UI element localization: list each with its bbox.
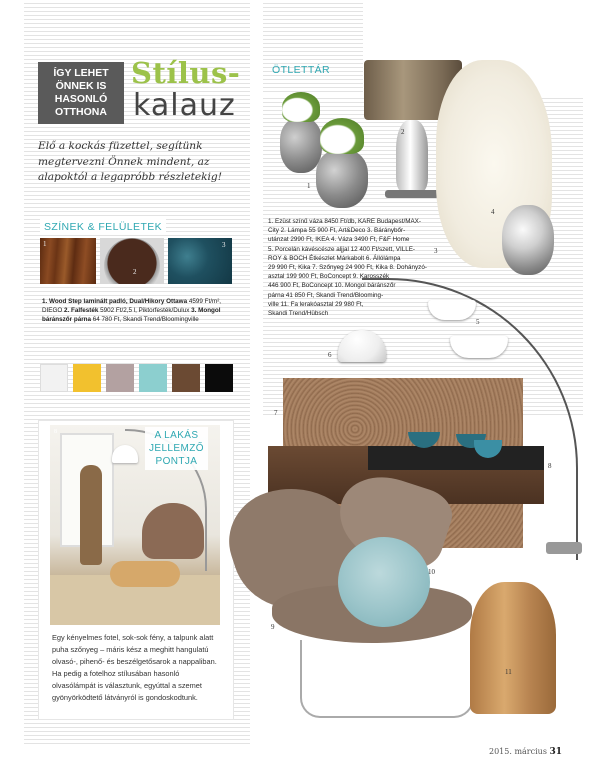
caption-line: utánzat 2990 Ft, IKEA 4. Váza 3490 Ft, F&F Home: [268, 236, 410, 244]
paint-can-sample: [100, 238, 164, 284]
sample-marker: 2: [133, 268, 137, 276]
tag-line: HASONLÓ: [54, 93, 108, 105]
photo-marker: 8: [54, 429, 57, 435]
dog-shape: [110, 561, 180, 587]
silver-vase: [316, 150, 368, 208]
item-marker: 7: [274, 409, 278, 417]
tag-line: OTTHONA: [55, 106, 107, 118]
lamp-foot: [385, 190, 439, 198]
glass-top: [368, 446, 544, 470]
caption-line: 29 990 Ft, Kika 7. Szőnyeg 24 900 Ft, Kika 8. Dohányzó-: [268, 264, 427, 272]
color-swatch: [139, 364, 167, 392]
caption-bold: 1. Wood Step laminált padló, Dual/Hikory Ottawa: [42, 298, 188, 305]
page-number: 31: [549, 747, 562, 757]
caption-line: párna 41 850 Ft, Skandi Trend/Blooming-: [268, 291, 384, 299]
tag-line: ÖNNEK IS: [55, 80, 107, 92]
item-marker: 3: [434, 247, 438, 255]
arc-lamp-base: [546, 542, 582, 554]
color-swatch: [205, 364, 233, 392]
tag-line: ÍGY LEHET: [53, 67, 109, 79]
caption-line: 1. Ezüst színű váza 8450 Ft/db, KARE Budapest/MAX-: [268, 218, 421, 225]
item-marker: 11: [505, 668, 512, 676]
item-marker: 10: [428, 568, 435, 576]
caption-line: 5. Porcelán kávéscésze aljjal 12 400 Ft/szett, VILLE-: [268, 245, 416, 253]
caption-line: ville 11. Fa lerakóasztal 29 980 Ft,: [268, 300, 364, 308]
fur-cushion: [338, 537, 430, 627]
caption-line: 446 900 Ft, BoConcept 10. Mongol báránszőr: [268, 282, 396, 290]
issue-date: 2015. március: [489, 747, 547, 756]
feature-heading-line: PONTJA: [155, 456, 198, 467]
armchair-legs: [300, 640, 474, 718]
caption-bold: 3. Mongol báránszőr párna: [42, 307, 221, 324]
caption-line: ROY & BOCH Étkészlet Márkabolt 6. Állólámpa: [268, 254, 401, 262]
sample-marker: 3: [222, 241, 226, 249]
calla-flowers: [282, 92, 320, 122]
feature-heading-line: A LAKÁS: [154, 430, 199, 441]
header-tag: [38, 62, 124, 124]
color-swatch: [40, 364, 68, 392]
item-marker: 6: [328, 351, 332, 359]
silver-vase: [280, 118, 322, 173]
ideas-heading: ÖTLETTÁR: [272, 64, 331, 76]
intro-text: Elő a kockás füzettel, segítünk megtervezni Önnek mindent, az alapoktól a legapróbb részletekig!: [38, 140, 222, 183]
color-swatch: [106, 364, 134, 392]
porcelain-cup: [428, 300, 476, 320]
page-title-line2: kalauz: [133, 88, 236, 123]
feature-heading-line: JELLEMZŐ: [149, 443, 204, 454]
caption-bold: 2. Falfesték: [64, 307, 99, 315]
armchair-shape: [142, 503, 204, 559]
caption-line: asztal 199 900 Ft, BoConcept 9. Karosszék: [268, 273, 390, 281]
caption-text: 5902 Ft/2,5 l, Piktorfesték/Dulux: [98, 307, 190, 315]
caption-text: 4599 Ft/m², DIEGO: [42, 298, 222, 315]
color-swatch: [73, 364, 101, 392]
wood-floor-sample: [40, 238, 96, 284]
item-marker: 8: [548, 462, 552, 470]
caption-line: City 2. Lámpa 55 900 Ft, Art&Deco 3. Báránybőr-: [268, 227, 406, 235]
wooden-stool: [470, 582, 556, 714]
right-top-background: [263, 0, 363, 95]
page-footer: [489, 747, 562, 757]
feature-body-text: Egy kényelmes fotel, sok-sok fény, a talpunk alatt puha szőnyeg – máris kész a meghitt hangulatú olvasó-, pihenő- és beszélgetősarok a nappaliban. Ha pedig a fotelhoz stílusában hasonló olvasólámpát is választunk, egyúttal a szemet gyönyörködtető látványról is gondoskodtunk.: [52, 633, 217, 702]
colors-section-heading: SZÍNEK & FELÜLETEK: [40, 219, 166, 235]
item-marker: 4: [491, 208, 495, 216]
paint-can-icon: [104, 238, 160, 284]
round-silver-vase: [502, 205, 554, 275]
tree-shape: [80, 465, 102, 565]
color-swatch: [172, 364, 200, 392]
colors-caption: [42, 297, 236, 325]
item-marker: 1: [307, 182, 311, 190]
page-title-line1: Stílus-: [131, 56, 241, 90]
calla-flowers: [320, 118, 364, 154]
item-marker: 9: [271, 623, 275, 631]
sample-marker: 1: [43, 240, 47, 248]
caption-line: Skandi Trend/Hübsch: [268, 310, 329, 318]
porcelain-cup: [450, 336, 508, 358]
caption-text: 64 780 Ft, Skandi Trend/Bloomingville: [91, 316, 199, 324]
feature-photo: [50, 425, 220, 625]
feature-heading: [145, 427, 208, 470]
item-marker: 2: [401, 128, 405, 136]
item-marker: 5: [476, 318, 480, 326]
